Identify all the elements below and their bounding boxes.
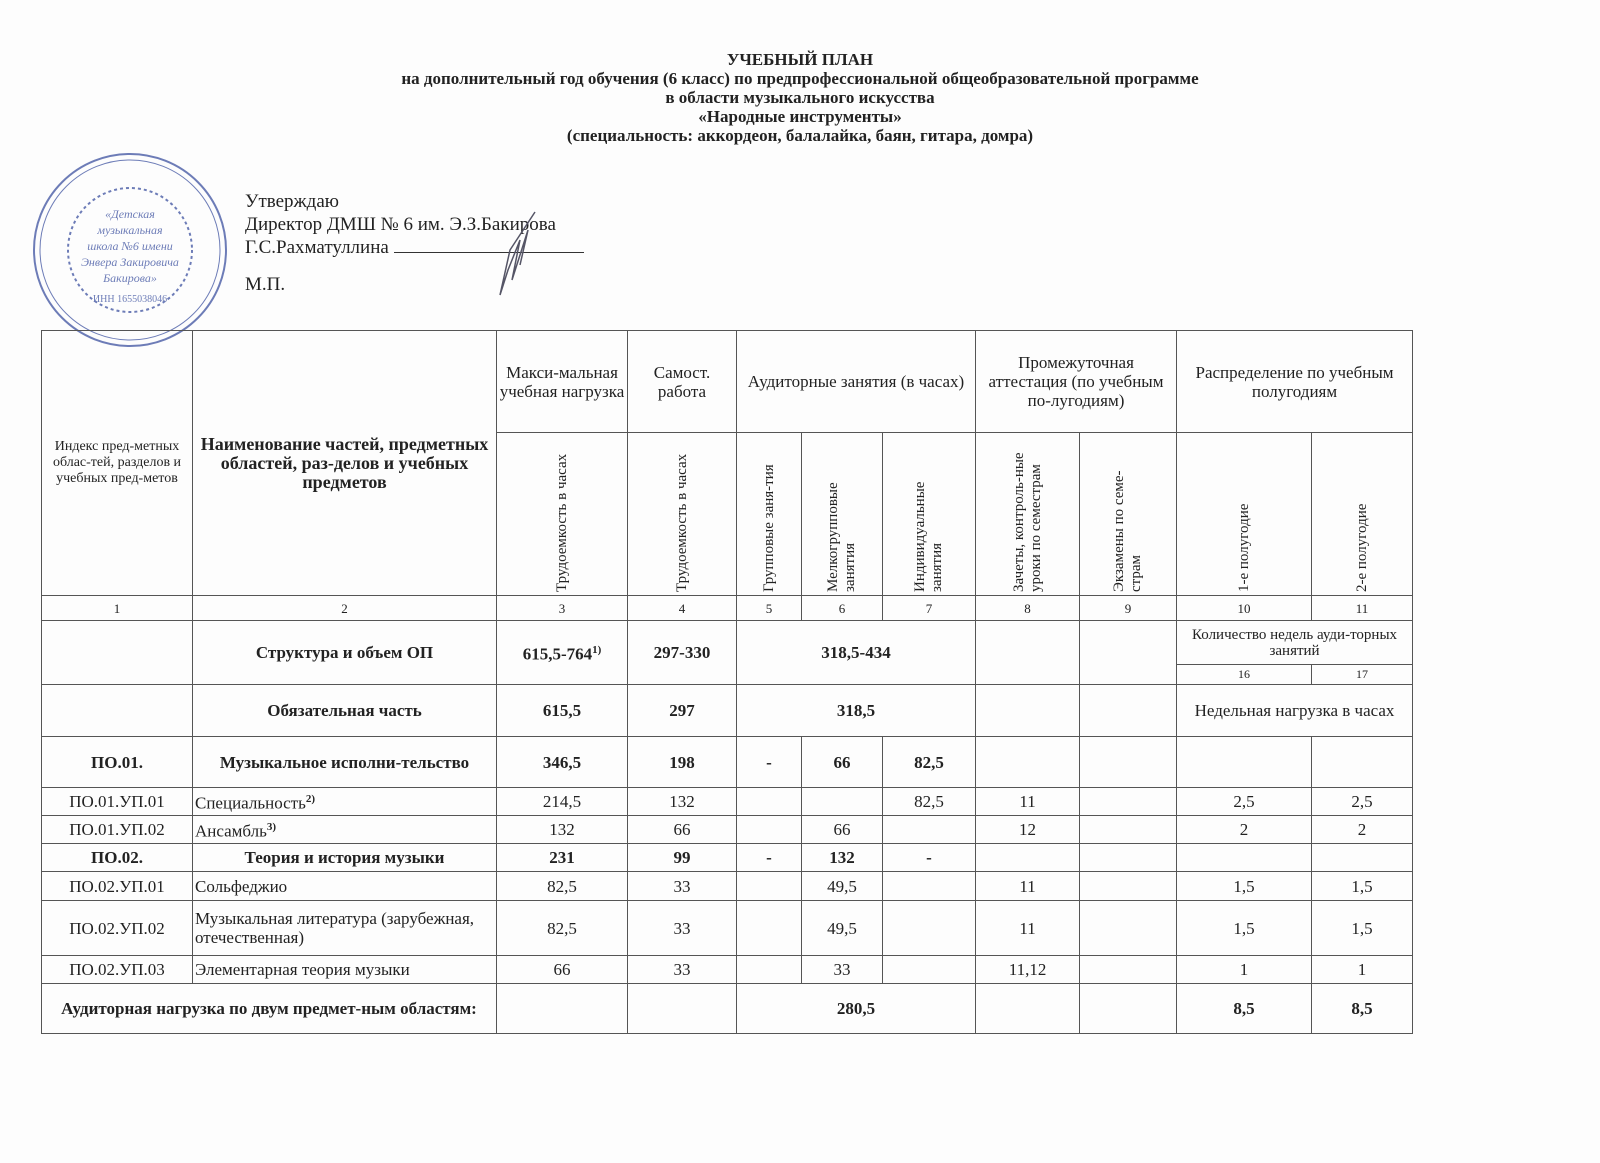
cell-text: 49,5 [827, 918, 857, 938]
cell-p1 [1177, 872, 1312, 901]
cell-text: 11 [1019, 876, 1036, 896]
cell-text: ПО.02. [91, 848, 143, 867]
total-p1: 8,5 [1177, 984, 1312, 1034]
cell-e [1080, 956, 1177, 984]
column-numbers-row [42, 596, 1413, 621]
cell-text: 49,5 [827, 876, 857, 896]
cell-text: ПО.01.УП.02 [69, 820, 165, 839]
approval-mp: М.П. [245, 274, 286, 295]
footnote-mark: 1) [592, 644, 602, 657]
cell-idx [42, 901, 193, 956]
cell-p2 [1312, 844, 1413, 872]
table-row [42, 737, 1413, 788]
subheader: Трудоемкость в часах [673, 453, 690, 592]
column-number: 8 [976, 596, 1080, 621]
cell-z [976, 872, 1080, 901]
weeks-label: Количество недель ауди-торных занятий [1177, 621, 1413, 665]
cell-g [737, 788, 802, 816]
cell-idx [42, 737, 193, 788]
subheader: Трудоемкость в часах [553, 453, 570, 592]
cell-text: 33 [833, 960, 851, 979]
cell-text: 33 [673, 876, 691, 896]
cell-mg [802, 872, 883, 901]
cell-text: 82,5 [914, 752, 944, 772]
cell-ind [883, 901, 976, 956]
table-row [42, 901, 1413, 956]
cell-g [737, 956, 802, 984]
cell-mg [802, 901, 883, 956]
cell-e [1080, 788, 1177, 816]
weeks-2: 17 [1312, 665, 1413, 685]
signature-line [394, 236, 584, 253]
cell-p1 [1177, 901, 1312, 956]
svg-text:ИНН 1655038046: ИНН 1655038046 [92, 294, 168, 305]
title-line: УЧЕБНЫЙ ПЛАН [726, 50, 874, 69]
cell-text: 346,5 [542, 752, 582, 772]
cell-p2 [1312, 901, 1413, 956]
cell-text: 12 [1019, 820, 1037, 839]
cell-text: 82,5 [547, 876, 577, 896]
table-row [42, 872, 1413, 901]
cell-max [497, 788, 628, 816]
cell-text: ПО.01.УП.01 [69, 792, 165, 811]
cell-max [497, 956, 628, 984]
subheader: Групповые заня-тия [760, 463, 777, 592]
cell-text: 231 [549, 848, 575, 867]
cell-mg [802, 816, 883, 844]
subheader: 2-е полугодие [1353, 503, 1370, 592]
svg-text:школа №6 имени: школа №6 имени [87, 239, 173, 253]
cell-text: 66 [833, 820, 851, 839]
cell-text: 33 [673, 918, 691, 938]
cell-g [737, 901, 802, 956]
cell-self [628, 901, 737, 956]
footnote-mark: 3) [266, 821, 277, 834]
cell-idx [42, 788, 193, 816]
subheader: Экзамены по семе-страм [1111, 469, 1145, 592]
cell-self [628, 737, 737, 788]
cell-text: 2 [1239, 820, 1249, 839]
cell-mg [802, 737, 883, 788]
cell-e [1080, 872, 1177, 901]
cell-g [737, 737, 802, 788]
cell-p2 [1312, 816, 1413, 844]
cell-p2 [1312, 788, 1413, 816]
title-line: «Народные инструменты» [698, 107, 902, 126]
svg-text:музыкальная: музыкальная [97, 223, 163, 237]
cell-g [737, 872, 802, 901]
cell-name [193, 788, 497, 816]
cell-text: - [766, 752, 772, 772]
cell-max [497, 901, 628, 956]
title-line: на дополнительный год обучения (6 класс) по предпрофессиональной общеобразовательной программе [401, 69, 1199, 88]
cell-text: 11,12 [1008, 960, 1047, 979]
cell-text: 82,5 [914, 792, 944, 811]
cell-text: 132 [549, 820, 575, 839]
cell-p1 [1177, 788, 1312, 816]
mandatory-max: 615,5 [497, 685, 628, 737]
weeks-1: 16 [1177, 665, 1312, 685]
header-row [42, 331, 1413, 433]
column-number: 4 [628, 596, 737, 621]
cell-e [1080, 816, 1177, 844]
cell-text: Теория и история музыки [244, 848, 445, 867]
cell-z [976, 844, 1080, 872]
cell-ind [883, 956, 976, 984]
cell-text: 1,5 [1233, 876, 1255, 896]
cell-text: 1 [1357, 960, 1367, 979]
cell-text: 2,5 [1233, 792, 1255, 811]
structure-name: Структура и объем ОП [193, 621, 497, 685]
weekly-load-label: Недельная нагрузка в часах [1177, 685, 1413, 737]
cell-idx [42, 872, 193, 901]
mandatory-aud: 318,5 [737, 685, 976, 737]
column-number: 5 [737, 596, 802, 621]
cell-text: 99 [673, 848, 691, 867]
cell-text: ПО.02.УП.01 [69, 876, 165, 896]
cell-text: 33 [673, 960, 691, 979]
subheader: Зачеты, контроль-ные уроки по семестрам [1010, 451, 1044, 592]
column-number: 11 [1312, 596, 1413, 621]
cell-text: 1,5 [1233, 918, 1255, 938]
column-number: 10 [1177, 596, 1312, 621]
structure-max: 615,5-764 [522, 644, 593, 664]
document-title [0, 50, 1600, 145]
cell-idx [42, 816, 193, 844]
total-aud: 280,5 [737, 984, 976, 1034]
cell-self [628, 816, 737, 844]
subheader: Мелкогрупповые занятия [825, 481, 858, 592]
cell-e [1080, 844, 1177, 872]
svg-text:Энвера Закировича: Энвера Закировича [81, 255, 179, 269]
mandatory-row [42, 685, 1413, 737]
header-max-load: Макси-мальная учебная нагрузка [497, 331, 628, 433]
subheader: Индивидуальные занятия [912, 481, 945, 592]
cell-text: - [766, 848, 772, 867]
cell-text: 1 [1239, 960, 1249, 979]
header-auditory: Аудиторные занятия (в часах) [737, 331, 976, 433]
cell-text: 198 [669, 752, 695, 772]
cell-text: 11 [1019, 918, 1036, 938]
cell-ind [883, 872, 976, 901]
header-distribution: Распределение по учебным полугодиям [1177, 331, 1413, 433]
structure-row [42, 621, 1413, 665]
cell-self [628, 956, 737, 984]
cell-text: 132 [669, 792, 695, 811]
cell-text: Сольфеджио [195, 876, 288, 896]
cell-z [976, 816, 1080, 844]
cell-e [1080, 901, 1177, 956]
cell-self [628, 844, 737, 872]
cell-z [976, 901, 1080, 956]
cell-self [628, 872, 737, 901]
cell-text: 2,5 [1351, 792, 1373, 811]
cell-mg [802, 956, 883, 984]
cell-name [193, 901, 497, 956]
cell-p2 [1312, 737, 1413, 788]
cell-z [976, 788, 1080, 816]
cell-e [1080, 737, 1177, 788]
cell-text: 82,5 [547, 918, 577, 938]
svg-text:«Детская: «Детская [105, 207, 155, 221]
cell-text: - [926, 848, 932, 867]
table-row [42, 816, 1413, 844]
cell-g [737, 816, 802, 844]
column-number: 3 [497, 596, 628, 621]
column-number: 6 [802, 596, 883, 621]
cell-p2 [1312, 872, 1413, 901]
cell-mg [802, 844, 883, 872]
cell-text: 66 [553, 960, 571, 979]
column-number: 9 [1080, 596, 1177, 621]
cell-mg [802, 788, 883, 816]
svg-text:Бакирова»: Бакирова» [103, 271, 157, 285]
table-row [42, 788, 1413, 816]
cell-text: Специальность [195, 793, 306, 813]
structure-self: 297-330 [628, 621, 737, 685]
cell-idx [42, 844, 193, 872]
cell-text: 1,5 [1351, 876, 1373, 896]
approval-signer: Г.С.Рахматуллина [245, 237, 389, 258]
cell-idx [42, 956, 193, 984]
signature [490, 210, 550, 300]
approval-line: Директор ДМШ № 6 им. Э.З.Бакирова [245, 214, 556, 235]
header-self-work: Самост. работа [628, 331, 737, 433]
approval-line: Утверждаю [245, 191, 339, 212]
column-number: 1 [42, 596, 193, 621]
cell-text: 11 [1019, 792, 1036, 811]
mandatory-self: 297 [628, 685, 737, 737]
header-index: Индекс пред-метных облас-тей, разделов и учебных пред-метов [42, 331, 193, 596]
cell-g [737, 844, 802, 872]
footnote-mark: 2) [305, 793, 316, 806]
cell-name [193, 816, 497, 844]
structure-aud: 318,5-434 [737, 621, 976, 685]
header-name: Наименование частей, предметных областей, раз-делов и учебных предметов [193, 331, 497, 596]
cell-name [193, 737, 497, 788]
column-number: 7 [883, 596, 976, 621]
cell-text: 214,5 [542, 792, 582, 811]
cell-max [497, 737, 628, 788]
title-line: в области музыкального искусства [665, 88, 935, 107]
cell-text: 66 [673, 820, 691, 839]
cell-p1 [1177, 956, 1312, 984]
cell-p1 [1177, 816, 1312, 844]
cell-name [193, 872, 497, 901]
cell-text: ПО.02.УП.03 [69, 960, 165, 979]
column-number: 2 [193, 596, 497, 621]
cell-p1 [1177, 844, 1312, 872]
cell-ind [883, 788, 976, 816]
cell-max [497, 844, 628, 872]
total-row [42, 984, 1413, 1034]
cell-p1 [1177, 737, 1312, 788]
curriculum-table [41, 330, 1413, 1034]
cell-text: 132 [829, 848, 855, 867]
subheader: 1-е полугодие [1235, 503, 1252, 592]
total-name: Аудиторная нагрузка по двум предмет-ным областям: [42, 984, 497, 1034]
cell-name [193, 844, 497, 872]
cell-self [628, 788, 737, 816]
cell-max [497, 872, 628, 901]
cell-text: Музыкальная литература (зарубежная, отечественная) [195, 909, 475, 947]
official-stamp [30, 150, 230, 350]
header-attestation: Промежуточная аттестация (по учебным по-лугодиям) [976, 331, 1177, 433]
cell-name [193, 956, 497, 984]
cell-text: ПО.02.УП.02 [69, 918, 165, 938]
table-row [42, 844, 1413, 872]
table-row [42, 956, 1413, 984]
cell-z [976, 737, 1080, 788]
title-line: (специальность: аккордеон, балалайка, баян, гитара, домра) [566, 126, 1034, 145]
cell-ind [883, 844, 976, 872]
cell-max [497, 816, 628, 844]
cell-text: Ансамбль [195, 821, 267, 841]
cell-text: Элементарная теория музыки [195, 960, 410, 979]
total-p2: 8,5 [1312, 984, 1413, 1034]
cell-z [976, 956, 1080, 984]
cell-ind [883, 816, 976, 844]
cell-text: 66 [833, 752, 851, 772]
cell-ind [883, 737, 976, 788]
cell-p2 [1312, 956, 1413, 984]
cell-text: ПО.01. [91, 752, 143, 772]
cell-text: 2 [1357, 820, 1367, 839]
mandatory-name: Обязательная часть [193, 685, 497, 737]
cell-text: Музыкальное исполни-тельство [219, 752, 470, 772]
cell-text: 1,5 [1351, 918, 1373, 938]
